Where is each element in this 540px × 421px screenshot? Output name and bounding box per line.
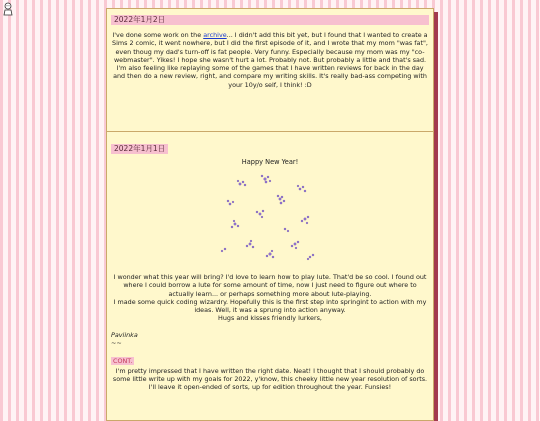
post-text-after-link: ... I didn't add this bit yet, but I found that I wanted to create a Sims 2 comic, it went nowhere, but I did the first episode of it, and I wrote that my mom "was fat", even thoug my dad's turn-off is fat people. Very funny. Especially because my mom was my "co-webmaster". Yikes! I hope she wasn't hurt a lot. Probably not. But probably a little and that's sad. I'm also feeling like replaying some of the games that I have written reviews for back in the day and then do a new review, right, and compare my writing skills. It's really bad-ass competing with your 10y/o self, I think! :D — [112, 31, 428, 89]
post-body — [111, 273, 429, 323]
blog-post — [106, 8, 434, 135]
post-date: 2022年1月1日 — [111, 144, 168, 154]
post-paragraph: Hugs and kisses friendly lurkers, — [218, 314, 322, 323]
post-text-before-link: I've done some work on the — [112, 31, 204, 39]
cont-label: CONT. — [113, 356, 133, 365]
blog-post — [106, 131, 434, 421]
ghost-figure-icon — [2, 2, 14, 16]
post-divider: ~~ — [111, 339, 122, 348]
archive-link[interactable]: archive — [203, 31, 227, 39]
post-title: Happy New Year! — [241, 158, 299, 166]
post-signature: Paviinka — [111, 330, 138, 339]
post-body — [111, 31, 429, 89]
post-paragraph: I made some quick coding wizardry. Hopefully this is the first step into springint to action with my ideas. Well, it was a sprung into action anyway. — [113, 297, 427, 315]
post-paragraph: I wonder what this year will bring? I'd love to learn how to play lute. That'd be so cool. I found out where I could borrow a lute for some amount of time, now I just need to figure out where to actually learn... or perhaps something more about lute-playing. — [113, 273, 427, 298]
fireworks-icon — [210, 169, 330, 269]
post-body-continued: I'm pretty impressed that I have written the right date. Neat! I thought that I should probably do some little write up with my goals for 2022, y'know, this cheeky little new year resolution of sorts. I'll leave it open-ended of sorts, up for edition throughout the year. Funsies! — [112, 366, 428, 392]
post-date: 2022年1月2日 — [111, 15, 429, 25]
